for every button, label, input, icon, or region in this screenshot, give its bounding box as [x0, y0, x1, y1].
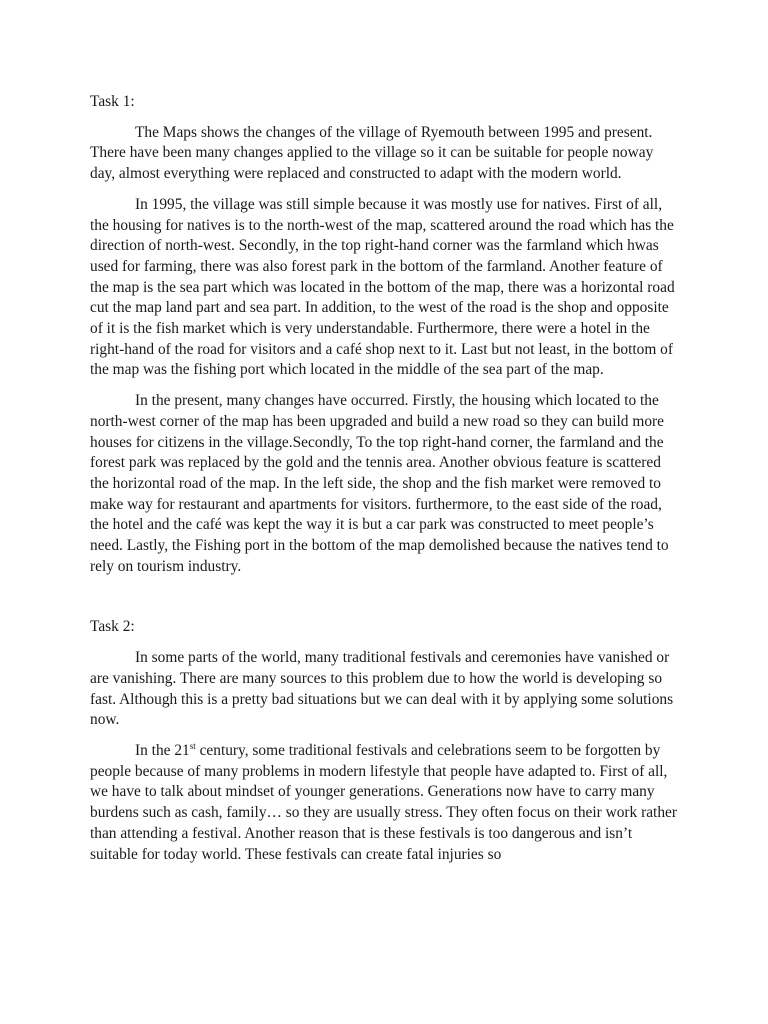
section-gap — [90, 587, 680, 617]
task2-paragraph-2-rest: century, some traditional festivals and celebrations seem to be forgotten by people because of many problems in modern lifestyle that people have adapted to. First of all, we have to talk about mindset of younger generations. Generations now have to carry many burdens such as cash, family… so they are usually stress. They often focus on their work rather than attending a festival. Another reason that is these festivals is too dangerous and isn’t suitable for today world. These festivals can create fatal injuries so — [90, 741, 677, 863]
task2-paragraph-2-prefix: In the 21 — [135, 741, 190, 759]
task1-paragraph-3: In the present, many changes have occurred. Firstly, the housing which located to the north-west corner of the map has been upgraded and build a new road so they can build more houses for citizens in the village.Secondly, To the top right-hand corner, the farmland and the forest park was replaced by the gold and the tennis area. Another obvious feature is scattered the horizontal road of the map. In the left side, the shop and the fish market were removed to make way for restaurant and apartments for visitors. furthermore, to the east side of the road, the hotel and the café was kept the way it is but a car park was constructed to meet people’s need. Lastly, the Fishing port in the bottom of the map demolished because the natives tend to rely on tourism industry. — [90, 392, 669, 575]
task1-paragraph-2: In 1995, the village was still simple because it was mostly use for natives. First of all, the housing for natives is to the north-west of the map, scattered around the road which has the direction of north-west. Secondly, in the top right-hand corner was the farmland which hwas used for farming, there was also forest park in the bottom of the farmland. Another feature of the map is the sea part which was located in the bottom of the map, there was a horizontal road cut the map land part and sea part. In addition, to the west of the road is the shop and opposite of it is the fish market which is very understandable. Furthermore, there were a hotel in the right-hand of the road for visitors and a café shop next to it. Last but not least, in the bottom of the map was the fishing port which located in the middle of the sea part of the map. — [90, 195, 675, 379]
task1-paragraph-1: The Maps shows the changes of the village of Ryemouth between 1995 and present. There have been many changes applied to the village so it can be suitable for people noway day, almost everything were replaced and constructed to adapt with the modern world. — [90, 123, 654, 183]
document-body — [90, 92, 680, 875]
ordinal-suffix: st — [189, 740, 196, 751]
task1-heading: Task 1: — [90, 93, 135, 110]
task2-paragraph-2 — [90, 741, 680, 865]
task2-paragraph-1: In some parts of the world, many traditional festivals and ceremonies have vanished or are vanishing. There are many sources to this problem due to how the world is developing so fast. Although this is a pretty bad situations but we can deal with it by applying some solutions now. — [90, 649, 674, 729]
task2-heading: Task 2: — [90, 618, 135, 636]
